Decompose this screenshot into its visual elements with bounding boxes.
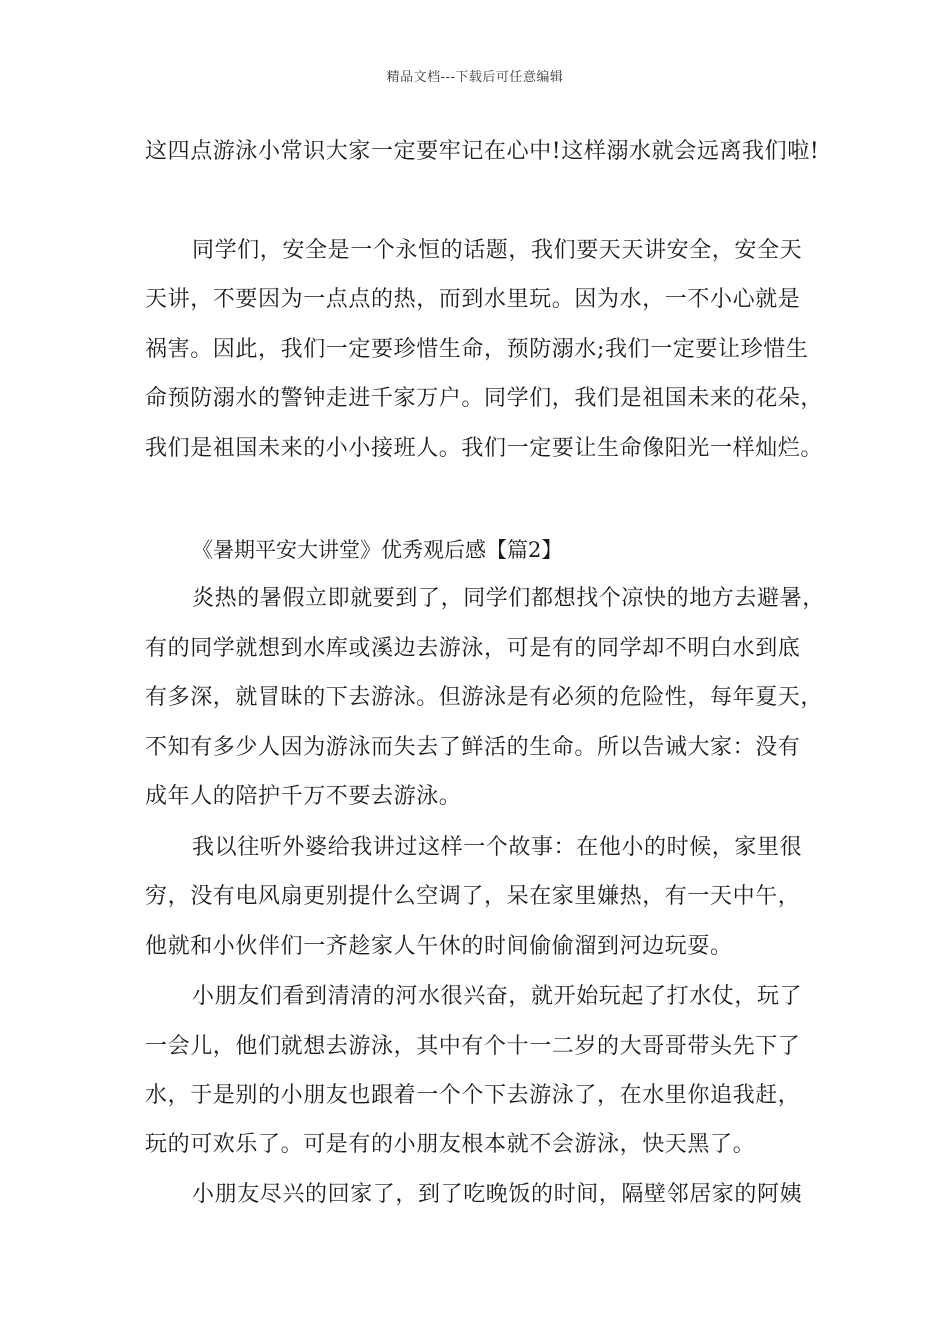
text-line: 天讲，不要因为一点点的热，而到水里玩。因为水，一不小心就是 [145, 287, 801, 312]
text-line: 命预防溺水的警钟走进千家万户。同学们，我们是祖国未来的花朵， [145, 386, 824, 411]
text-line: 有的同学就想到水库或溪边去游泳，可是有的同学却不明白水到底 [145, 636, 801, 661]
text-line: 成年人的陪护千万不要去游泳。 [145, 784, 462, 809]
text-line: 这四点游泳小常识大家一定要牢记在心中!这样溺水就会远离我们啦! [145, 139, 820, 164]
text-line: 我以往听外婆给我讲过这样一个故事：在他小的时候，家里很 [192, 835, 803, 860]
text-line: 炎热的暑假立即就要到了，同学们都想找个凉快的地方去避暑， [192, 586, 825, 611]
text-line: 同学们，安全是一个永恒的话题，我们要天天讲安全，安全天 [192, 238, 803, 263]
text-line: 祸害。因此，我们一定要珍惜生命，预防溺水;我们一定要让珍惜生 [145, 337, 809, 362]
page-header: 精品文档---下载后可任意编辑 [386, 70, 564, 85]
text-line: 他就和小伙伴们一齐趁家人午休的时间偷偷溜到河边玩耍。 [145, 934, 733, 959]
section-title: 《暑期平安大讲堂》优秀观后感【篇2】 [192, 538, 563, 562]
text-line: 一会儿，他们就想去游泳，其中有个十一二岁的大哥哥带头先下了 [145, 1034, 801, 1059]
text-line: 水，于是别的小朋友也跟着一个个下去游泳了，在水里你追我赶， [145, 1083, 801, 1108]
text-line: 玩的可欢乐了。可是有的小朋友根本就不会游泳，快天黑了。 [145, 1132, 756, 1157]
text-line: 有多深，就冒昧的下去游泳。但游泳是有必须的危险性，每年夏天， [145, 685, 824, 710]
text-line: 不知有多少人因为游泳而失去了鲜活的生命。所以告诫大家：没有 [145, 735, 801, 760]
text-line: 我们是祖国未来的小小接班人。我们一定要让生命像阳光一样灿烂。 [145, 436, 824, 461]
text-line: 小朋友尽兴的回家了，到了吃晚饭的时间，隔壁邻居家的阿姨 [192, 1182, 803, 1207]
text-line: 小朋友们看到清清的河水很兴奋，就开始玩起了打水仗，玩了 [192, 984, 803, 1009]
text-line: 穷，没有电风扇更别提什么空调了，呆在家里嫌热，有一天中午， [145, 884, 801, 909]
